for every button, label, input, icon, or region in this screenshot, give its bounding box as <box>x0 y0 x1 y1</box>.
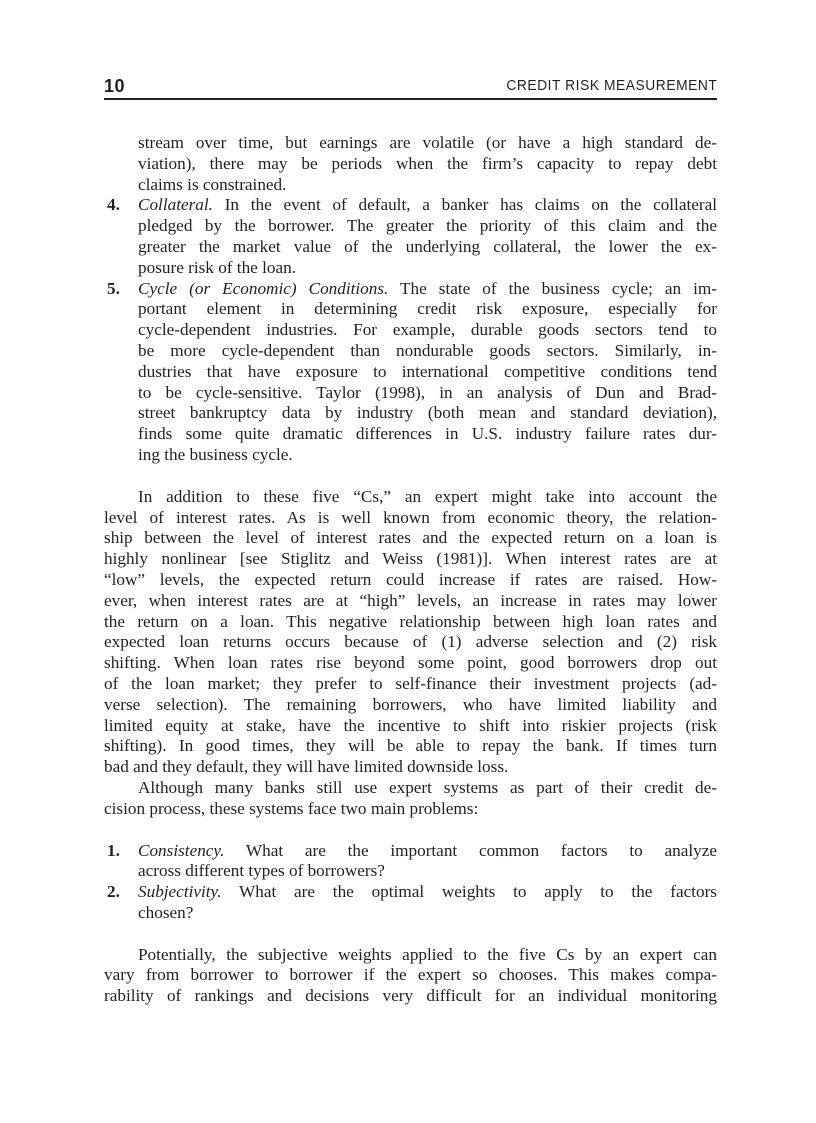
text-line: posure risk of the loan. <box>138 257 296 277</box>
text-line: “low” levels, the expected return could increase if rates are raised. How- <box>104 569 717 589</box>
text-line: verse selection). The remaining borrowers, who have limited liability and <box>104 694 717 714</box>
text-line: stream over time, but earnings are volatile (or have a high standard de- <box>138 133 717 152</box>
list-term: Subjectivity. <box>138 882 222 902</box>
text-line: street bankruptcy data by industry (both mean and standard deviation), <box>138 403 717 423</box>
text-line: vary from borrower to borrower if the expert so chooses. This makes compa- <box>104 965 717 985</box>
text-line: ing the business cycle. <box>138 444 293 464</box>
text-line: ever, when interest rates are at “high” levels, an increase in rates may lower <box>104 590 717 610</box>
text-line: ship between the level of interest rates and the expected return on a loan is <box>104 528 717 548</box>
page-body <box>104 133 717 1007</box>
running-header <box>104 76 717 100</box>
text-line <box>138 279 717 300</box>
list-term: Consistency. <box>138 840 225 860</box>
text-line: viation), there may be periods when the firm’s capacity to repay debt <box>138 153 717 173</box>
list-number: 5. <box>107 278 120 298</box>
text-line: of the loan market; they prefer to self-finance their investment projects (ad- <box>104 673 717 693</box>
text-line <box>138 882 717 903</box>
text-line: finds some quite dramatic differences in U.S. industry failure rates dur- <box>138 424 717 444</box>
text-line: expected loan returns occurs because of (1) adverse selection and (2) risk <box>104 632 717 652</box>
numbered-list-item <box>107 195 717 278</box>
text-line: claims is constrained. <box>138 174 287 194</box>
text-line: pledged by the borrower. The greater the priority of this claim and the <box>138 216 717 236</box>
text-line: Although many banks still use expert systems as part of their credit de- <box>138 777 717 797</box>
numbered-list-item <box>107 278 718 466</box>
text-line: chosen? <box>138 902 194 922</box>
text-line: level of interest rates. As is well known from economic theory, the relation- <box>104 507 717 527</box>
text-span: The state of the business cycle; an im- <box>388 278 718 298</box>
text-line: cycle-dependent industries. For example, durable goods sectors tend to <box>138 320 717 340</box>
text-line: bad and they default, they will have limited downside loss. <box>104 757 509 777</box>
text-line: be more cycle-dependent than nondurable goods sectors. Similarly, in- <box>138 340 717 360</box>
running-title: CREDIT RISK MEASUREMENT <box>505 77 717 94</box>
text-line: In addition to these five “Cs,” an expert might take into account the <box>138 486 717 506</box>
list-number: 2. <box>107 882 120 902</box>
paragraph <box>104 487 717 778</box>
text-line <box>138 195 717 216</box>
text-line: rability of rankings and decisions very difficult for an individual monitoring <box>104 986 717 1006</box>
text-line: to be cycle-sensitive. Taylor (1998), in an analysis of Dun and Brad- <box>138 382 717 402</box>
text-span: What are the optimal weights to apply to the factors <box>221 882 717 902</box>
text-line <box>138 841 717 862</box>
numbered-list-item <box>107 882 717 924</box>
text-line: shifting). In good times, they will be able to repay the bank. If times turn <box>104 736 717 756</box>
page-number: 10 <box>104 76 126 96</box>
paragraph <box>104 778 717 820</box>
text-line: highly nonlinear [see Stiglitz and Weiss (1981)]. When interest rates are at <box>104 549 717 569</box>
text-span: What are the important common factors to analyze <box>224 840 717 860</box>
list-number: 1. <box>107 840 120 860</box>
text-line: greater the market value of the underlying collateral, the lower the ex- <box>138 236 717 256</box>
paragraph <box>138 133 717 195</box>
text-line: the return on a loan. This negative relationship between high loan rates and <box>104 611 717 631</box>
text-line: cision process, these systems face two main problems: <box>104 798 479 818</box>
list-number: 4. <box>107 195 120 215</box>
paragraph <box>104 945 717 1007</box>
text-span: In the event of default, a banker has claims on the collateral <box>212 195 717 215</box>
numbered-list-item <box>107 840 717 883</box>
text-line: dustries that have exposure to international competitive conditions tend <box>138 361 717 381</box>
list-term: Cycle (or Economic) Conditions. <box>138 278 389 298</box>
text-line: Potentially, the subjective weights applied to the five Cs by an expert can <box>138 944 717 964</box>
text-line: portant element in determining credit risk exposure, especially for <box>138 299 717 319</box>
text-line: across different types of borrowers? <box>138 861 385 881</box>
text-line: limited equity at stake, have the incentive to shift into riskier projects (risk <box>104 715 717 735</box>
list-term: Collateral. <box>138 195 213 215</box>
text-line: shifting. When loan rates rise beyond some point, good borrowers drop out <box>104 653 717 673</box>
